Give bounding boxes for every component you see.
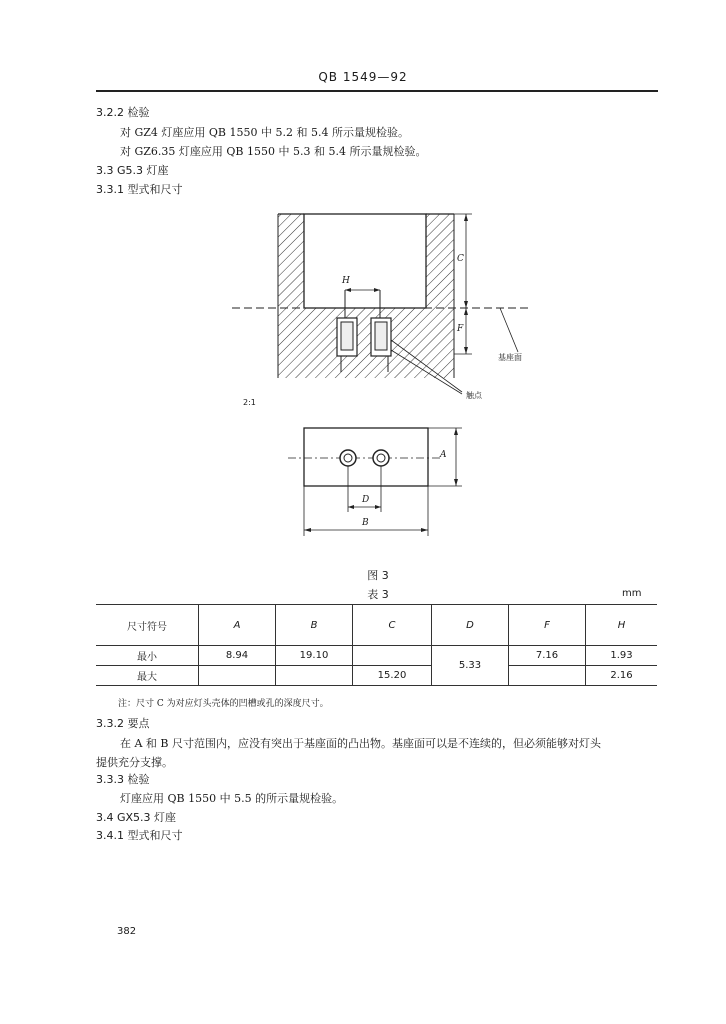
- section-3-2-2-para-2: 对 GZ6.35 灯座应用 QB 1550 中 5.3 和 5.4 所示量规检验。: [120, 145, 427, 158]
- header-F: F: [509, 605, 586, 646]
- section-3-3-2-para-2: 提供充分支撑。: [96, 756, 173, 769]
- min-B: 19.10: [276, 646, 353, 666]
- label-D: D: [362, 495, 370, 505]
- section-3-3-3-para-1: 灯座应用 QB 1550 中 5.5 的所示量规检验。: [120, 792, 344, 805]
- header-H: H: [586, 605, 658, 646]
- header-symbol: 尺寸符号: [96, 605, 199, 646]
- table-title: 表 3: [367, 588, 389, 601]
- table-note: 注：尺寸 C 为对应灯头壳体的凹槽或孔的深度尺寸。: [118, 699, 329, 709]
- section-3-2-2-heading: 3.2.2 检验: [96, 106, 150, 119]
- max-B: [276, 666, 353, 686]
- row-max-label: 最大: [96, 666, 199, 686]
- cross-section-view: [278, 214, 454, 378]
- label-C: C: [457, 254, 464, 264]
- header-A: A: [199, 605, 276, 646]
- section-3-3-2-heading: 3.3.2 要点: [96, 717, 150, 730]
- table-unit: mm: [622, 588, 642, 599]
- section-3-4-1-heading: 3.4.1 型式和尺寸: [96, 829, 183, 842]
- section-3-2-2-para-1: 对 GZ4 灯座应用 QB 1550 中 5.2 和 5.4 所示量规检验。: [120, 126, 409, 139]
- label-A: A: [440, 450, 447, 460]
- label-H: H: [342, 276, 350, 286]
- header-B: B: [276, 605, 353, 646]
- section-3-3-2-para-1: 在 A 和 B 尺寸范围内，应没有突出于基座面的凸出物。基座面可以是不连续的，但必须能够对灯头: [120, 737, 602, 750]
- figure-caption: 图 3: [367, 569, 389, 582]
- max-C: 15.20: [353, 666, 432, 686]
- section-3-3-1-heading: 3.3.1 型式和尺寸: [96, 183, 183, 196]
- section-3-3-3-heading: 3.3.3 检验: [96, 773, 150, 786]
- min-A: 8.94: [199, 646, 276, 666]
- standard-code: QB 1549—92: [318, 70, 408, 84]
- section-3-3-heading: 3.3 G5.3 灯座: [96, 164, 169, 177]
- header-C: C: [353, 605, 432, 646]
- max-A: [199, 666, 276, 686]
- row-min-label: 最小: [96, 646, 199, 666]
- min-C: [353, 646, 432, 666]
- top-view: [288, 428, 462, 536]
- label-B: B: [362, 518, 369, 528]
- min-H: 1.93: [586, 646, 658, 666]
- value-D: 5.33: [432, 646, 509, 686]
- label-F: F: [457, 324, 464, 334]
- section-3-4-heading: 3.4 GX5.3 灯座: [96, 811, 177, 824]
- table-3: [96, 604, 657, 686]
- page-number: 382: [117, 926, 137, 937]
- label-contacts: 触点: [466, 391, 482, 400]
- min-F: 7.16: [509, 646, 586, 666]
- scale-label: 2:1: [243, 398, 256, 407]
- max-H: 2.16: [586, 666, 658, 686]
- max-F: [509, 666, 586, 686]
- header-D: D: [432, 605, 509, 646]
- label-reference-plane: 基座面: [498, 353, 522, 362]
